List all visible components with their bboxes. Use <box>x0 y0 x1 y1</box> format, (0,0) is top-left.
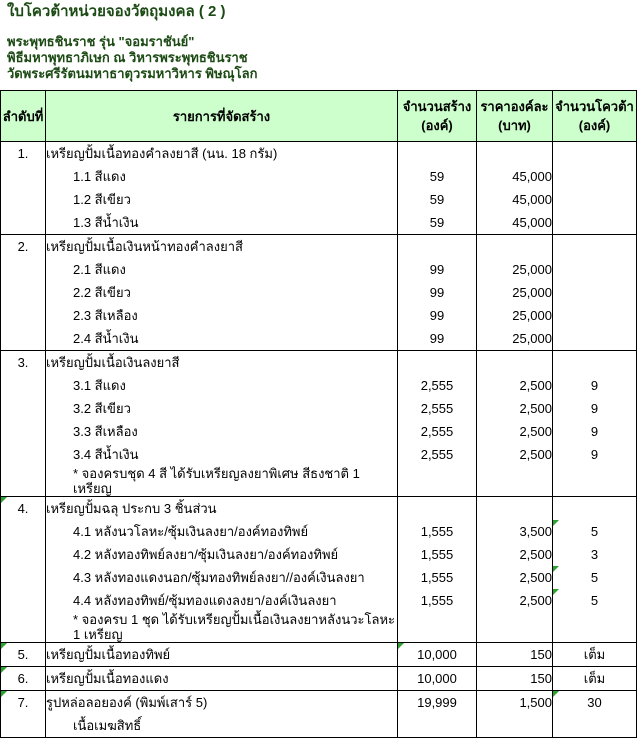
cell-made-count <box>398 497 477 521</box>
cell-item <box>46 667 398 691</box>
cell-seq <box>1 520 46 543</box>
cell-item <box>46 351 398 375</box>
cell-made-count <box>398 211 477 235</box>
cell-seq <box>1 643 46 667</box>
cell-seq <box>1 497 46 521</box>
comment-marker-icon <box>1 667 7 673</box>
cell-seq <box>1 235 46 259</box>
cell-quota-text: 5 <box>590 524 599 539</box>
col-header-quota-label: จำนวนโควต้า <box>555 99 634 114</box>
cell-item-text: เหรียญปั้มเนื้อทองทิพย์ <box>46 647 171 662</box>
cell-quota <box>553 304 637 327</box>
cell-item-text: 1.1 สีแดง <box>73 169 126 184</box>
cell-made-count <box>398 165 477 188</box>
cell-item <box>46 258 398 281</box>
cell-price-text: 2,500 <box>519 447 552 462</box>
cell-seq <box>1 188 46 211</box>
cell-made-count-text: 99 <box>429 331 445 346</box>
cell-quota <box>553 211 637 235</box>
col-header-made <box>398 91 477 142</box>
cell-item-text: 2.2 สีเขียว <box>73 285 131 300</box>
cell-made-count-text: 2,555 <box>420 424 454 439</box>
cell-price <box>477 691 553 715</box>
cell-made-count-text: 2,555 <box>420 378 454 393</box>
table-row <box>1 667 637 691</box>
cell-quota <box>553 691 637 715</box>
table-row <box>1 714 637 738</box>
cell-item-text: เนื้อเมฆสิทธิ์ <box>73 718 142 733</box>
cell-quota <box>553 258 637 281</box>
cell-seq <box>1 714 46 738</box>
cell-price-text: 2,500 <box>519 424 552 439</box>
cell-price-text: 25,000 <box>512 331 552 346</box>
document-header <box>7 3 257 82</box>
cell-made-count <box>398 520 477 543</box>
col-header-made-unit: (องค์) <box>421 118 453 133</box>
table-row <box>1 420 637 443</box>
cell-quota <box>553 351 637 375</box>
cell-made-count <box>398 327 477 351</box>
cell-quota <box>553 188 637 211</box>
cell-item <box>46 235 398 259</box>
cell-seq <box>1 281 46 304</box>
table-row <box>1 543 637 566</box>
cell-price <box>477 235 553 259</box>
cell-item <box>46 589 398 612</box>
cell-quota-text: 9 <box>590 378 599 393</box>
cell-item-text: เหรียญปั้มเนื้อทองคำลงยาสี (นน. 18 กรัม) <box>46 146 278 161</box>
cell-seq <box>1 397 46 420</box>
cell-made-count <box>398 142 477 166</box>
table-row <box>1 612 637 643</box>
cell-made-count <box>398 667 477 691</box>
cell-quota <box>553 235 637 259</box>
cell-quota <box>553 443 637 466</box>
cell-item <box>46 520 398 543</box>
subtitle-line-1: พระพุทธชินราช รุ่น "จอมราชันย์" <box>7 34 195 49</box>
cell-seq <box>1 142 46 166</box>
cell-price-text: 2,500 <box>519 401 552 416</box>
cell-quota <box>553 543 637 566</box>
col-header-made-label: จำนวนสร้าง <box>402 99 472 114</box>
cell-item-text: 1.3 สีน้ำเงิน <box>73 215 139 230</box>
cell-item <box>46 714 398 738</box>
comment-marker-icon <box>553 589 559 595</box>
cell-item-text: 2.3 สีเหลือง <box>73 308 138 323</box>
col-header-price <box>477 91 553 142</box>
cell-seq <box>1 589 46 612</box>
col-header-seq-label: ลำดับที่ <box>2 108 44 124</box>
cell-quota <box>553 397 637 420</box>
cell-seq-text: 4. <box>17 501 29 516</box>
cell-price-text: 2,500 <box>519 593 552 608</box>
cell-seq-text: 2. <box>17 239 29 254</box>
cell-item <box>46 466 398 497</box>
cell-item <box>46 188 398 211</box>
table-row <box>1 443 637 466</box>
cell-seq <box>1 327 46 351</box>
cell-quota-text: 9 <box>590 401 599 416</box>
comment-marker-icon <box>1 691 7 697</box>
table-row <box>1 397 637 420</box>
cell-seq <box>1 304 46 327</box>
cell-price-text: 2,500 <box>519 570 552 585</box>
cell-price <box>477 497 553 521</box>
col-header-item <box>46 91 398 142</box>
comment-marker-icon <box>1 643 7 649</box>
cell-item-text: * จองครบชุด 4 สี ได้รับเหรียญลงยาพิเศษ สีธงชาติ 1 เหรียญ <box>73 466 360 496</box>
cell-made-count-text: 10,000 <box>417 671 457 686</box>
cell-quota <box>553 374 637 397</box>
cell-item-text: 2.4 สีน้ำเงิน <box>73 331 139 346</box>
cell-price <box>477 211 553 235</box>
cell-made-count-text: 59 <box>429 215 445 230</box>
cell-seq <box>1 443 46 466</box>
cell-item <box>46 211 398 235</box>
cell-item <box>46 443 398 466</box>
table-row <box>1 374 637 397</box>
cell-price <box>477 667 553 691</box>
cell-made-count-text: 99 <box>429 262 445 277</box>
comment-marker-icon <box>1 497 7 503</box>
cell-price-text: 150 <box>530 671 552 686</box>
cell-item-text: 2.1 สีแดง <box>73 262 126 277</box>
cell-made-count <box>398 374 477 397</box>
cell-made-count-text: 1,555 <box>420 524 454 539</box>
table-row <box>1 520 637 543</box>
cell-item <box>46 543 398 566</box>
cell-made-count <box>398 443 477 466</box>
cell-price <box>477 589 553 612</box>
table-row <box>1 188 637 211</box>
cell-item <box>46 281 398 304</box>
cell-quota <box>553 281 637 304</box>
cell-item-text: * จองครบ 1 ชุด ได้รับเหรียญปั้มเนื้อเงินลงยาหลังนวะโลหะ 1 เหรียญ <box>73 612 396 642</box>
cell-quota-text: 9 <box>590 447 599 462</box>
cell-made-count <box>398 420 477 443</box>
col-header-item-label: รายการที่จัดสร้าง <box>172 108 271 124</box>
cell-made-count-text: 10,000 <box>417 647 457 662</box>
cell-price <box>477 142 553 166</box>
table-row <box>1 466 637 497</box>
document-subtitle <box>7 34 257 82</box>
cell-item-text: 3.4 สีน้ำเงิน <box>73 447 139 462</box>
cell-quota <box>553 520 637 543</box>
cell-price <box>477 643 553 667</box>
cell-item-text: รูปหล่อลอยองค์ (พิมพ์เสาร์ 5) <box>46 695 208 710</box>
cell-price-text: 1,500 <box>519 695 552 710</box>
cell-seq-text: 3. <box>17 355 29 370</box>
cell-item <box>46 327 398 351</box>
cell-made-count <box>398 643 477 667</box>
cell-seq <box>1 258 46 281</box>
table-row <box>1 351 637 375</box>
cell-item-text: เหรียญปั้มเนื้อเงินหน้าทองคำลงยาสี <box>46 239 243 254</box>
cell-made-count <box>398 612 477 643</box>
cell-made-count-text: 1,555 <box>420 593 454 608</box>
cell-price <box>477 351 553 375</box>
cell-made-count-text: 2,555 <box>420 401 454 416</box>
cell-price <box>477 397 553 420</box>
cell-price <box>477 566 553 589</box>
cell-quota-text: 30 <box>587 695 602 710</box>
table-row <box>1 235 637 259</box>
cell-quota <box>553 327 637 351</box>
cell-quota-text: 5 <box>590 593 599 608</box>
cell-price-text: 2,500 <box>519 378 552 393</box>
cell-item <box>46 165 398 188</box>
cell-made-count-text: 59 <box>429 169 445 184</box>
cell-seq <box>1 466 46 497</box>
cell-price <box>477 374 553 397</box>
cell-price <box>477 714 553 738</box>
table-row <box>1 566 637 589</box>
table-row <box>1 643 637 667</box>
cell-seq-text: 6. <box>17 671 29 686</box>
cell-made-count <box>398 543 477 566</box>
cell-made-count <box>398 397 477 420</box>
cell-item-text: เหรียญปั้มเนื้อทองแดง <box>46 671 169 686</box>
quota-table-body <box>1 142 637 738</box>
col-header-quota-unit: (องค์) <box>578 118 611 133</box>
cell-price <box>477 281 553 304</box>
cell-price <box>477 543 553 566</box>
cell-item-text: เหรียญปั้มฉลุ ประกบ 3 ชิ้นส่วน <box>46 501 217 516</box>
cell-seq <box>1 165 46 188</box>
col-header-quota <box>553 91 637 142</box>
col-header-seq <box>1 91 46 142</box>
cell-seq-text: 5. <box>17 647 29 662</box>
cell-item <box>46 612 398 643</box>
cell-price <box>477 304 553 327</box>
cell-made-count-text: 19,999 <box>417 695 457 710</box>
cell-price <box>477 165 553 188</box>
cell-made-count <box>398 258 477 281</box>
col-header-price-unit: (บาท) <box>498 118 531 133</box>
cell-price <box>477 466 553 497</box>
cell-item-text: 3.2 สีเขียว <box>73 401 131 416</box>
cell-price <box>477 420 553 443</box>
cell-quota-text: เต็ม <box>583 671 606 686</box>
cell-seq <box>1 566 46 589</box>
cell-item-text: เหรียญปั้มเนื้อเงินลงยาสี <box>46 355 180 370</box>
cell-item <box>46 643 398 667</box>
cell-seq-text: 1. <box>17 146 29 161</box>
table-row <box>1 211 637 235</box>
cell-made-count <box>398 589 477 612</box>
cell-made-count <box>398 281 477 304</box>
cell-price-text: 45,000 <box>512 192 552 207</box>
cell-made-count-text: 99 <box>429 308 445 323</box>
cell-price <box>477 612 553 643</box>
cell-item-text: 1.2 สีเขียว <box>73 192 131 207</box>
cell-quota-text: 9 <box>590 424 599 439</box>
cell-made-count <box>398 691 477 715</box>
quota-table <box>0 90 637 738</box>
subtitle-line-2: พิธีมหาพุทธาภิเษก ณ วิหารพระพุทธชินราช <box>7 50 248 65</box>
cell-made-count <box>398 304 477 327</box>
cell-made-count <box>398 466 477 497</box>
cell-item-text: 4.1 หลังนวโลหะ/ซุ้มเงินลงยา/องค์ทองทิพย์ <box>73 524 309 539</box>
cell-made-count <box>398 188 477 211</box>
table-header-row <box>1 91 637 142</box>
cell-seq <box>1 612 46 643</box>
cell-quota <box>553 589 637 612</box>
cell-seq <box>1 420 46 443</box>
cell-quota <box>553 714 637 738</box>
cell-price-text: 3,500 <box>519 524 552 539</box>
cell-item <box>46 142 398 166</box>
cell-item-text: 4.3 หลังทองแดงนอก/ซุ้มทองทิพย์ลงยา//องค์เงินลงยา <box>73 570 365 585</box>
comment-marker-icon <box>398 643 404 649</box>
cell-price-text: 25,000 <box>512 285 552 300</box>
cell-item-text: 3.1 สีแดง <box>73 378 126 393</box>
subtitle-line-3: วัดพระศรีรัตนมหาธาตุวรมหาวิหาร พิษณุโลก <box>7 66 258 81</box>
cell-quota <box>553 667 637 691</box>
page-title: ใบโควต้าหน่วยจองวัตถุมงคล ( 2 ) <box>7 3 226 20</box>
cell-made-count-text: 99 <box>429 285 445 300</box>
comment-marker-icon <box>553 691 559 697</box>
cell-item <box>46 397 398 420</box>
cell-item-text: 4.2 หลังทองทิพย์ลงยา/ซุ้มเงินลงยา/องค์ทองทิพย์ <box>73 547 339 562</box>
table-row <box>1 165 637 188</box>
cell-quota <box>553 466 637 497</box>
comment-marker-icon <box>553 520 559 526</box>
cell-price <box>477 520 553 543</box>
cell-price-text: 2,500 <box>519 547 552 562</box>
cell-seq <box>1 211 46 235</box>
cell-quota <box>553 566 637 589</box>
table-row <box>1 691 637 715</box>
cell-made-count <box>398 566 477 589</box>
cell-price <box>477 258 553 281</box>
cell-item <box>46 497 398 521</box>
cell-quota-text: 3 <box>590 547 599 562</box>
cell-price-text: 25,000 <box>512 308 552 323</box>
cell-item <box>46 566 398 589</box>
cell-quota <box>553 612 637 643</box>
cell-price-text: 150 <box>530 647 552 662</box>
cell-item <box>46 420 398 443</box>
cell-seq <box>1 351 46 375</box>
cell-made-count <box>398 235 477 259</box>
table-row <box>1 142 637 166</box>
cell-seq-text: 7. <box>17 695 29 710</box>
cell-made-count <box>398 351 477 375</box>
cell-quota <box>553 643 637 667</box>
table-row <box>1 327 637 351</box>
cell-price <box>477 188 553 211</box>
cell-seq <box>1 374 46 397</box>
cell-item <box>46 304 398 327</box>
cell-item <box>46 374 398 397</box>
cell-price <box>477 327 553 351</box>
cell-item <box>46 691 398 715</box>
cell-made-count-text: 2,555 <box>420 447 454 462</box>
cell-item-text: 4.4 หลังทองทิพย์/ซุ้มทองแดงลงยา/องค์เงินลงยา <box>73 593 337 608</box>
comment-marker-icon <box>553 566 559 572</box>
cell-quota <box>553 497 637 521</box>
cell-price-text: 25,000 <box>512 262 552 277</box>
table-row <box>1 589 637 612</box>
cell-price <box>477 443 553 466</box>
cell-made-count-text: 1,555 <box>420 570 454 585</box>
table-row <box>1 304 637 327</box>
cell-made-count-text: 59 <box>429 192 445 207</box>
cell-quota <box>553 142 637 166</box>
cell-made-count <box>398 714 477 738</box>
col-header-price-label: ราคาองค์ละ <box>480 99 549 114</box>
cell-price-text: 45,000 <box>512 215 552 230</box>
cell-made-count-text: 1,555 <box>420 547 454 562</box>
cell-price-text: 45,000 <box>512 169 552 184</box>
cell-quota <box>553 420 637 443</box>
cell-quota <box>553 165 637 188</box>
table-row <box>1 281 637 304</box>
table-row <box>1 497 637 521</box>
cell-item-text: 3.3 สีเหลือง <box>73 424 138 439</box>
cell-seq <box>1 691 46 715</box>
cell-quota-text: เต็ม <box>583 647 606 662</box>
cell-seq <box>1 543 46 566</box>
cell-quota-text: 5 <box>590 570 599 585</box>
cell-seq <box>1 667 46 691</box>
table-row <box>1 258 637 281</box>
